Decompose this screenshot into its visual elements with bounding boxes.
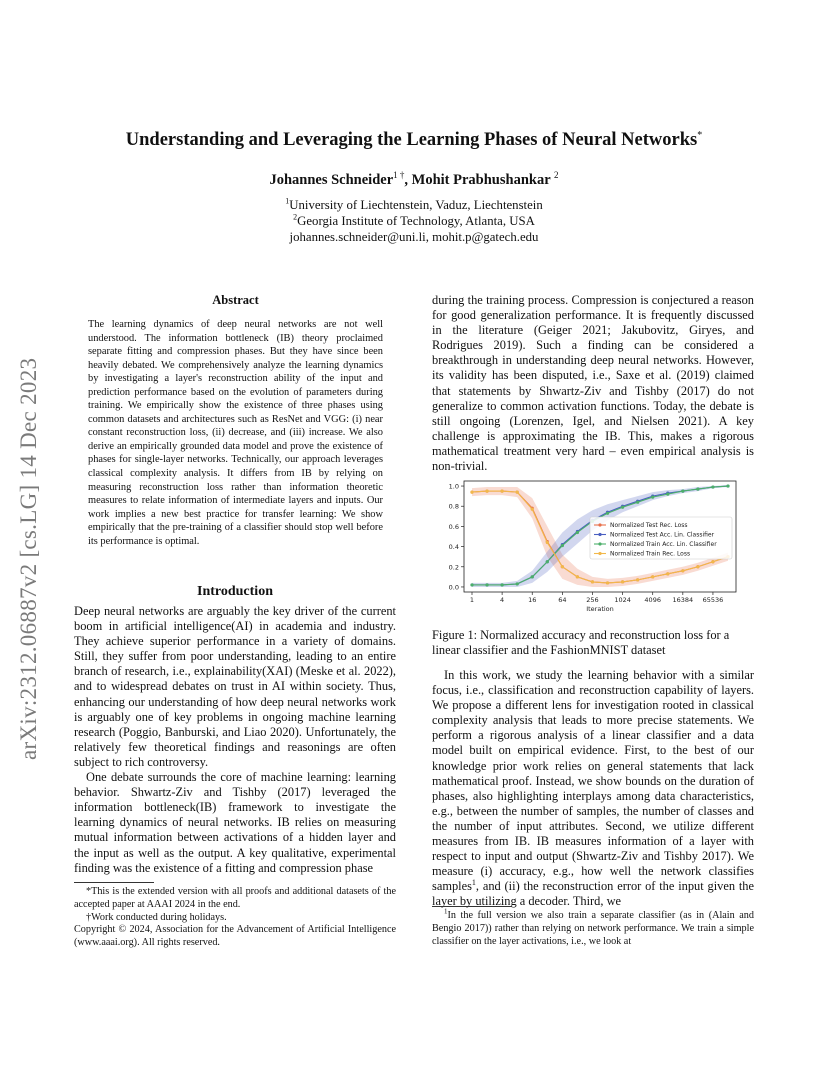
data-point [621,580,624,583]
arxiv-identifier: arXiv:2312.06887v2 [cs.LG] 14 Dec 2023 [16,357,41,760]
legend-marker [598,542,601,545]
data-point [636,578,639,581]
affiliation-1-text: University of Liechtenstein, Vaduz, Liechtenstein [289,198,543,212]
y-tick-label: 0.2 [448,563,459,572]
legend-label: Normalized Train Acc. Lin. Classifier [610,541,717,549]
data-point [501,583,504,586]
affiliations [60,197,768,245]
chart-plot-area [449,481,736,613]
affiliation-1-sup: 1 [285,196,290,206]
author-1-sup: 1 † [393,170,405,181]
data-point [531,575,534,578]
data-point [621,506,624,509]
x-tick-label: 1024 [614,596,631,604]
x-tick-label: 4 [500,596,505,604]
copyright-notice: Copyright © 2024, Association for the Advancement of Artificial Intelligence (www.aaai.org). All rights reserved. [74,924,396,949]
x-axis-label: Iteration [586,605,614,613]
right-paragraph-2-text-a: In this work, we study the learning behavior with a similar focus, i.e., classification and reconstruction capability of layers. We propose a different lens for investigation rooted in classical complexity analysis that leads to more precise statements. We perform a rigorous analysis of a linear classifier and a data model built on empirical evidence. First, to the best of our knowledge prior work relies on general statements that lack mathematical proof. Instead, we show bounds on the duration of phases, also highlighting interplays among data characteristics, e.g., between the number of samples, the number of classes and the number of input attributes. Second, we utilize different measures from IB. IB measures information of a layer with respect to input and output (Shwartz-Ziv and Tishby 2017). We measure (i) accuracy, e.g., how well the network classifies samples [432,668,754,894]
paper-title [60,130,768,151]
affiliation-2-text: Georgia Institute of Technology, Atlanta, USA [297,214,535,228]
x-tick-label: 64 [558,596,567,604]
data-point [666,493,669,496]
footnote-1 [432,907,754,948]
author-1: Johannes Schneider [269,172,394,188]
x-tick-label: 65536 [702,596,724,604]
affiliation-1 [60,197,768,213]
data-point [485,583,488,586]
right-paragraph-2-text-b: , and (ii) the reconstruction error of the input given the layer by utilizing a decoder. Third, we [432,879,754,909]
data-point [711,560,714,563]
data-point [485,489,488,492]
data-point [696,487,699,490]
data-point [681,569,684,572]
x-tick-label: 16384 [672,596,694,604]
abstract-heading: Abstract [212,293,259,307]
x-tick-label: 1 [469,596,475,604]
data-point [681,489,684,492]
data-point [651,575,654,578]
legend-label: Normalized Test Acc. Lin. Classifier [610,531,715,539]
data-point [470,491,473,494]
data-point [531,508,534,511]
data-point [546,560,549,563]
data-point [591,580,594,583]
left-footnotes [74,886,396,950]
data-point [470,583,473,586]
author-list [60,172,768,189]
author-separator: , [404,172,412,188]
data-point [561,565,564,568]
data-point [606,512,609,515]
introduction-heading: Introduction [197,584,273,599]
y-tick-label: 0.8 [448,502,459,511]
abstract-text: The learning dynamics of deep neural networks are not well understood. The information bottleneck (IB) theory proclaimed separate fitting and compression phases. But they have since been heavily debated. We comprehensively analyze the learning dynamics by investigating a layer's reconstruction ability of the input and prediction performance based on the evolution of parameters during training. We empirically show the existence of three phases using common datasets and architectures such as ResNet and VGG: (i) near constant reconstruction loss, (ii) decrease, and (iii) increase. We also derive an empirically grounded data model and prove the existence of phases for single-layer networks. Technically, our approach leverages classical complexity analysis. It differs from IB by relying on measuring reconstruction loss rather than information theoretic measures to relate information of intermediate layers and inputs. Our work implies a new best practice for transfer learning: We show empirically that the pre-training of a classifier should stop well before its performance is optimal. [88,319,383,547]
footnote-1-ref: 1 [471,878,476,888]
x-tick-label: 256 [586,596,599,604]
y-tick-label: 0.0 [448,583,459,592]
data-point [636,501,639,504]
data-point [576,531,579,534]
footnote-rule-left [74,882,154,883]
affiliation-2 [60,213,768,229]
footnote-dagger: †Work conducted during holidays. [86,911,227,923]
data-point [546,541,549,544]
data-point [696,565,699,568]
figure-1-caption: Figure 1: Normalized accuracy and reconstruction loss for a linear classifier and the FashionMNIST dataset [432,628,730,658]
footnote-1-text: In the full version we also train a separate classifier (as in (Alain and Bengio 2017)) rather than relying on network performance. We train a simple classifier on the layer activations, i.e., we look at [432,910,754,947]
right-footnotes [432,907,754,948]
legend-marker [598,552,601,555]
legend-label: Normalized Train Rec. Loss [610,550,691,558]
intro-paragraph-2: One debate surrounds the core of machine learning: learning behavior. Shwartz-Ziv and Tishby (2017) leveraged the information bottleneck(IB) framework to investigate the learning dynamics of neural networks. IB relies on measuring mutual information between activations of a hidden layer and the input as well as the output. A key qualitative, experimental finding was the existence of a fitting and compression phase [74,770,396,875]
data-point [726,484,729,487]
data-point [561,544,564,547]
data-point [516,582,519,585]
author-2-sup: 2 [554,170,559,181]
figure-1-chart [440,477,762,622]
footnote-star: *This is the extended version with all proofs and additional datasets of the accepted paper at AAAI 2024 in the end. [74,886,396,910]
footnote-1-mark: 1 [444,907,448,916]
data-point [666,572,669,575]
data-point [606,581,609,584]
data-point [576,575,579,578]
data-point [651,496,654,499]
data-point [501,489,504,492]
right-paragraph-1: during the training process. Compression is conjectured a reason for good generalization performance. It is frequently discussed in the literature (Geiger 2021; Jakubovitz, Giryes, and Rodrigues 2019). Such a finding can be considered a breakthrough in understanding deep neural networks. However, its validity has been disputed, i.e., Saxe et al. (2019) claimed that statements by Shwartz-Ziv and Tishby (2017) do not generalize to common activation functions. Today, the debate is still ongoing (Lorenzen, Igel, and Nielsen 2021). A key challenge is approximating the IB. This, makes a rigorous mathematical treatment very hard – even empirical analysis is non-trivial. [432,293,754,474]
y-tick-label: 1.0 [448,482,459,491]
title-footnote-mark: * [697,129,703,141]
x-tick-label: 4096 [644,596,661,604]
author-2: Mohit Prabhushankar [411,172,551,188]
left-column-body [74,604,396,876]
legend-label: Normalized Test Rec. Loss [610,522,688,530]
right-paragraph-2 [432,668,754,910]
legend-marker [598,533,601,536]
data-point [711,485,714,488]
author-emails: johannes.schneider@uni.li, mohit.p@gatech.edu [289,230,539,244]
y-tick-label: 0.6 [448,522,459,531]
right-column-top [432,293,754,474]
data-point [516,491,519,494]
affiliation-2-sup: 2 [293,212,298,222]
intro-paragraph-1: Deep neural networks are arguably the key driver of the current boom in artificial intelligence(AI) in academia and industry. They achieve superior performance in a variety of domains. Still, they suffer from poor understanding, leading to an entire branch of research, i.e., explainability(XAI) (Meske et al. 2022), and to widespread debates on trust in AI within society. Thus, enhancing our understanding of how deep neural networks work is arguably one of key problems in ongoing machine learning research (Poggio, Banburski, and Liao 2020). Unfortunately, the relatively few theoretical findings and reasonings are often subject to rich controversy. [74,604,396,769]
x-tick-label: 16 [528,596,537,604]
right-column-body [432,668,754,910]
legend-marker [598,523,601,526]
y-tick-label: 0.4 [448,543,459,552]
title-text: Understanding and Leveraging the Learning Phases of Neural Networks [125,130,698,150]
